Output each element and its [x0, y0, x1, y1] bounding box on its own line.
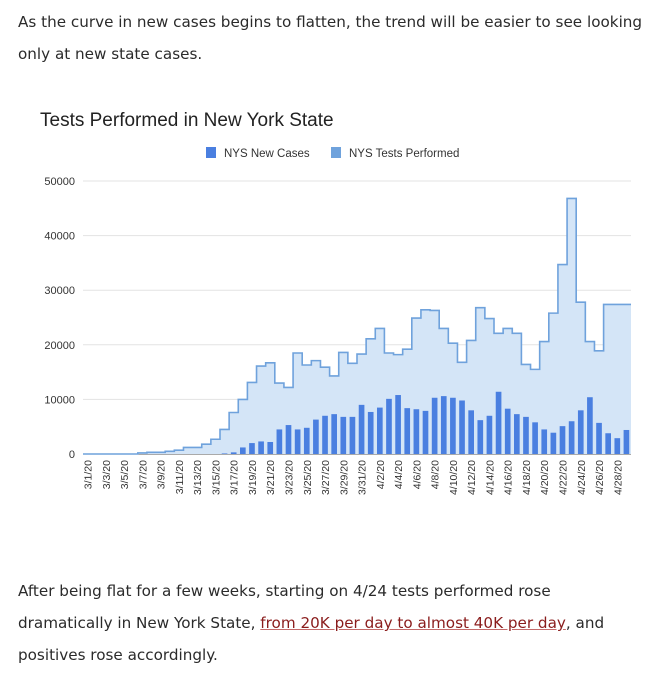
tests-area	[83, 198, 631, 454]
outro-text-before: After being flat for a few weeks, starting on 4/24 tests performed rose dramatically in New York State,	[18, 582, 551, 632]
x-tick-label: 4/14/20	[484, 460, 497, 496]
new-cases-bar	[551, 433, 557, 454]
x-tick-label: 3/17/20	[228, 460, 241, 496]
x-tick-label: 4/16/20	[502, 460, 515, 496]
y-tick-label: 50000	[44, 176, 75, 188]
outro-text-after: , and positives rose accordingly.	[18, 614, 605, 664]
new-cases-bar	[423, 411, 429, 454]
tests-increase-link[interactable]: from 20K per day to almost 40K per day	[260, 614, 566, 632]
new-cases-bar	[350, 417, 356, 454]
new-cases-bar	[614, 438, 620, 454]
x-tick-label: 3/31/20	[356, 460, 369, 496]
new-cases-bar	[596, 423, 602, 454]
y-tick-label: 0	[68, 449, 75, 461]
new-cases-bar	[441, 396, 447, 454]
x-tick-label: 3/1/20	[82, 460, 95, 490]
x-tick-label: 3/29/20	[338, 460, 351, 496]
y-axis	[44, 176, 75, 461]
tests-chart	[0, 90, 660, 530]
new-cases-bar	[377, 408, 383, 454]
new-cases-bar	[624, 430, 630, 454]
new-cases-bar	[523, 417, 529, 454]
x-tick-label: 4/4/20	[393, 460, 406, 490]
new-cases-bar	[222, 453, 228, 454]
new-cases-bar	[605, 433, 611, 454]
x-tick-label: 4/22/20	[557, 460, 570, 496]
new-cases-bar	[286, 425, 292, 454]
new-cases-bar	[505, 409, 511, 454]
x-tick-label: 3/13/20	[192, 460, 205, 496]
new-cases-bar	[532, 422, 538, 454]
new-cases-bar	[496, 392, 502, 454]
x-tick-label: 3/15/20	[210, 460, 223, 496]
new-cases-bar	[331, 414, 337, 454]
x-tick-label: 4/18/20	[520, 460, 533, 496]
x-tick-label: 3/23/20	[283, 460, 296, 496]
x-tick-label: 3/9/20	[155, 460, 168, 490]
new-cases-bar	[359, 405, 365, 454]
legend-swatch-new-cases	[206, 147, 216, 158]
new-cases-bar	[569, 421, 575, 454]
x-tick-label: 4/10/20	[447, 460, 460, 496]
new-cases-bar	[277, 429, 283, 454]
new-cases-bar	[404, 408, 410, 454]
new-cases-bar	[395, 395, 401, 454]
chart-title: Tests Performed in New York State	[40, 110, 334, 131]
x-tick-label: 3/25/20	[301, 460, 314, 496]
new-cases-bar	[368, 412, 374, 454]
new-cases-bar	[304, 428, 310, 454]
new-cases-bar	[477, 420, 483, 454]
y-tick-label: 30000	[44, 285, 75, 298]
new-cases-bar	[386, 399, 392, 454]
new-cases-bar	[468, 410, 474, 454]
x-tick-label: 3/27/20	[320, 460, 333, 496]
legend-label-new-cases: NYS New Cases	[224, 148, 310, 160]
y-tick-label: 40000	[44, 230, 75, 243]
new-cases-bar	[249, 443, 255, 454]
legend-swatch-tests	[331, 147, 341, 158]
y-tick-label: 10000	[44, 394, 75, 407]
new-cases-bar	[432, 398, 438, 454]
legend-label-tests: NYS Tests Performed	[349, 148, 460, 160]
new-cases-bar	[267, 442, 273, 454]
x-tick-label: 3/5/20	[119, 460, 132, 490]
new-cases-bar	[313, 420, 319, 454]
x-tick-label: 4/6/20	[411, 460, 424, 490]
x-tick-label: 3/21/20	[265, 460, 278, 496]
new-cases-bar	[231, 452, 237, 454]
x-tick-label: 3/7/20	[137, 460, 150, 490]
x-tick-label: 4/28/20	[612, 460, 625, 496]
new-cases-bar	[450, 398, 456, 454]
new-cases-bar	[578, 410, 584, 454]
new-cases-bar	[560, 426, 566, 454]
new-cases-bar	[295, 429, 301, 454]
new-cases-bar	[258, 441, 264, 454]
x-tick-label: 3/19/20	[246, 460, 259, 496]
new-cases-bar	[541, 429, 547, 454]
x-tick-label: 4/8/20	[429, 460, 442, 490]
x-tick-label: 3/3/20	[100, 460, 113, 490]
new-cases-bar	[487, 416, 493, 454]
new-cases-bar	[240, 447, 246, 454]
intro-paragraph: As the curve in new cases begins to flatten, the trend will be easier to see looking only at new state cases.	[18, 13, 643, 63]
x-tick-label: 4/20/20	[539, 460, 552, 496]
x-tick-label: 4/12/20	[466, 460, 479, 496]
x-tick-label: 4/26/20	[594, 460, 607, 496]
new-cases-bar	[587, 397, 593, 454]
new-cases-bar	[322, 416, 328, 454]
new-cases-bar	[459, 400, 465, 454]
new-cases-bar	[514, 414, 520, 454]
x-tick-label: 4/24/20	[575, 460, 588, 496]
x-tick-label: 3/11/20	[173, 460, 186, 495]
y-tick-label: 20000	[44, 339, 75, 352]
x-axis	[83, 460, 625, 495]
chart-legend	[206, 147, 459, 160]
new-cases-bar	[414, 409, 420, 454]
x-tick-label: 4/2/20	[374, 460, 387, 490]
new-cases-bar	[340, 417, 346, 454]
outro-paragraph	[18, 575, 650, 671]
